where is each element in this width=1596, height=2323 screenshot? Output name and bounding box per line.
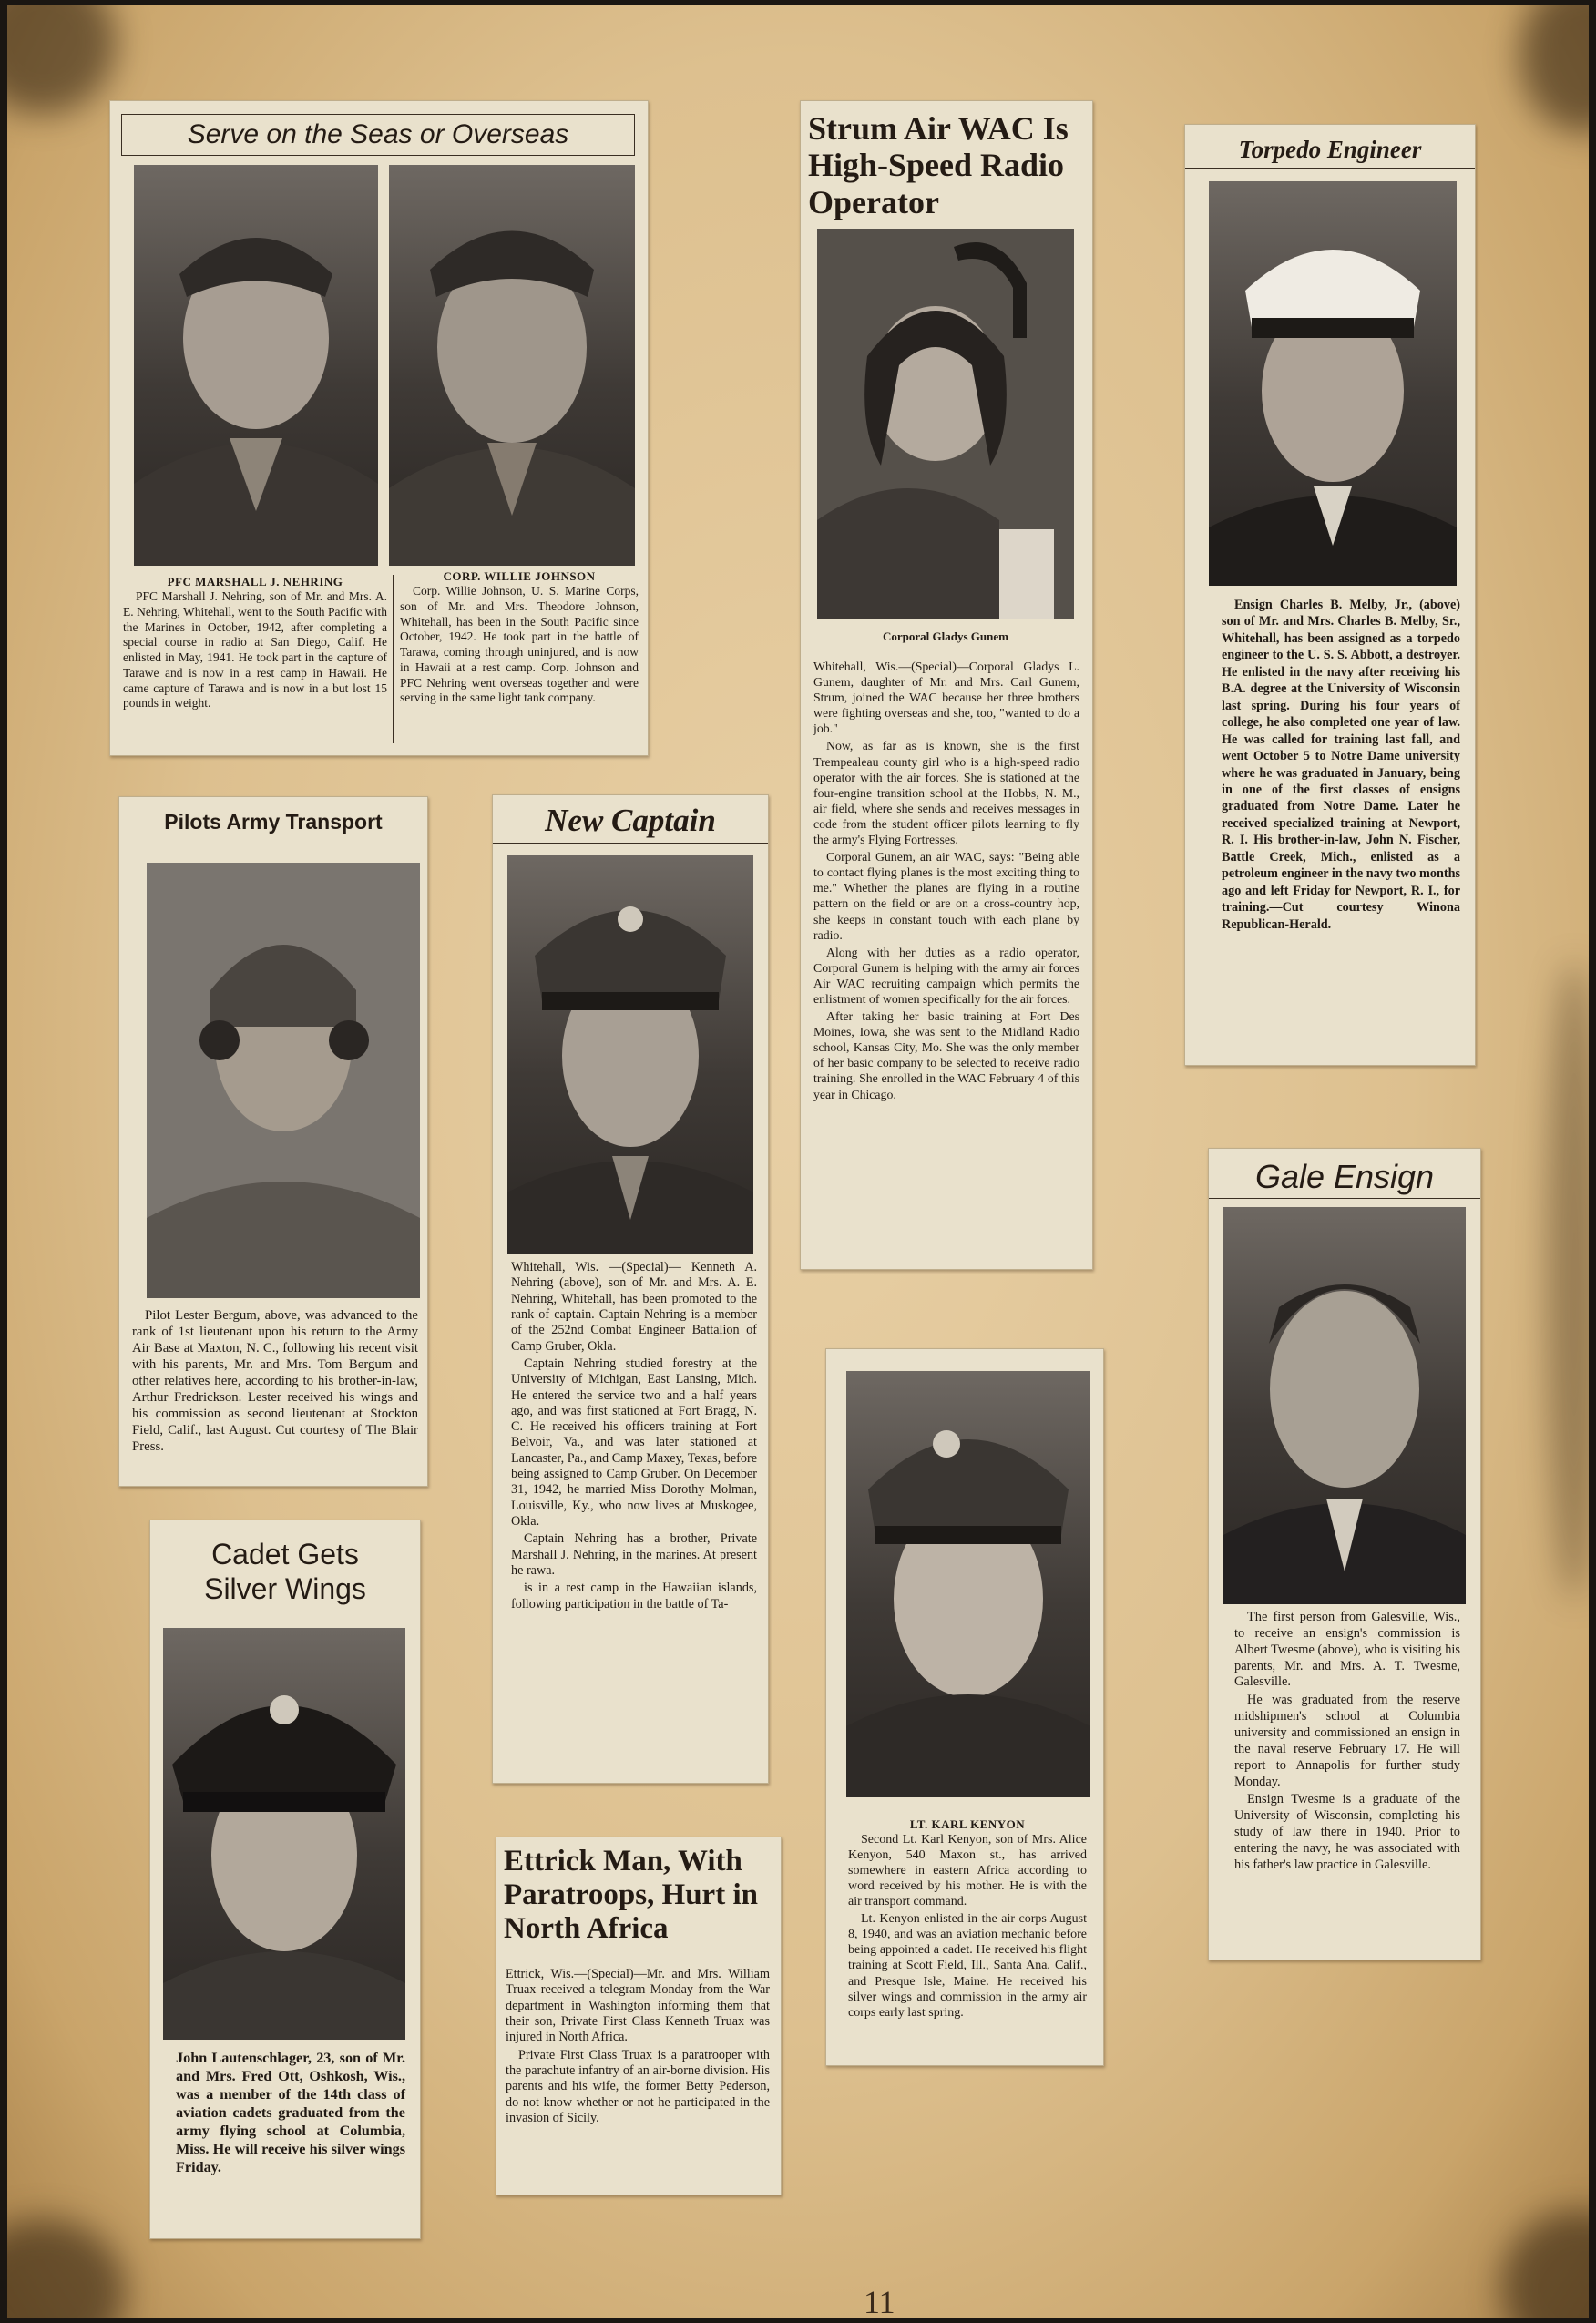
gunem-photo xyxy=(817,229,1074,619)
nehring-text: PFC Marshall J. Nehring, son of Mr. and Mrs. A. E. Nehring, Whitehall, went to the South Pacific with the Marines in October, 1942, after completing a special course in radio at San Diego, Calif. He enlisted in May, 1941. He took part in the capture of Tarawe and is now in a rest camp in Hawaii. He came capture of Tarawa and is now in a but lost 15 pounds in weight. xyxy=(123,589,387,711)
pilots-paragraph: Pilot Lester Bergum, above, was advanced to the rank of 1st lieutenant upon his return to the Army Air Base at Maxton, N. C., following his recent visit with his parents, Mr. and Mrs. Tom Bergum and other relatives here, according to his brother-in-law, Arthur Fredrickson. Lester received his wings and his commission as second lieutenant at Stockton Field, Calif., last August. Cut courtesy of The Blair Press. xyxy=(132,1308,418,1455)
captain-para-2: Captain Nehring studied forestry at the University of Michigan, East Lansing, Mich. He entered the service two and a half years ago, and was first stationed at Fort Bragg, N. C. He received his officers training at Fort Belvoir, Va., and was later stationed at Lancaster, Pa., and Camp Maxey, Texas, before being assigned to Camp Gruber. On December 31, 1942, he married Miss Dorothy Molman, Louisville, Ky., who now lives at Muskogee, Okla. xyxy=(511,1356,757,1529)
scrapbook-page xyxy=(7,5,1589,2318)
johnson-caption xyxy=(400,569,639,708)
wac-para-2: Now, as far as is known, she is the first Trempealeau county girl who is a high-speed radio operator with the air forces. She is stationed at the four-engine transition school at the Hobbs, N. M., air field, where she sends and receives messages in code from the student officer pilots learning to fly the army's Flying Fortresses. xyxy=(813,739,1079,847)
wac-body xyxy=(813,659,1079,1104)
serve-headline: Serve on the Seas or Overseas xyxy=(121,114,635,156)
cadet-headline-line2: Silver Wings xyxy=(204,1572,366,1606)
gale-body xyxy=(1234,1610,1460,1876)
captain-para-3: Captain Nehring has a brother, Private Marshall J. Nehring, in the marines. At present he rawa. xyxy=(511,1531,757,1578)
nehring-name: PFC MARSHALL J. NEHRING xyxy=(167,575,343,588)
cadet-headline xyxy=(150,1537,420,1607)
gale-clipping xyxy=(1208,1148,1481,1960)
ettrick-headline: Ettrick Man, With Paratroops, Hurt in North Africa xyxy=(504,1845,758,1945)
pilots-text xyxy=(132,1307,418,1457)
johnson-photo xyxy=(389,165,635,566)
kenneth-nehring-photo xyxy=(507,855,753,1254)
torpedo-text xyxy=(1222,597,1460,935)
kenyon-name: LT. KARL KENYON xyxy=(909,1817,1026,1831)
captain-body xyxy=(511,1260,757,1614)
twesme-photo xyxy=(1223,1207,1466,1604)
serve-clipping xyxy=(109,100,649,756)
wac-para-4: Along with her duties as a radio operator, Corporal Gunem is helping with the army air forces Air WAC recruiting campaign which permits the enlistment of women specifically for the air forces. xyxy=(813,945,1079,1006)
gunem-photo-caption: Corporal Gladys Gunem xyxy=(883,629,1008,643)
cadet-clipping xyxy=(149,1520,421,2239)
kenyon-para-1: Second Lt. Karl Kenyon, son of Mrs. Alice Kenyon, 540 Maxon st., has arrived somewhere in eastern Africa according to word received by his mother. He is with the air transport command. xyxy=(848,1832,1087,1909)
johnson-text: Corp. Willie Johnson, U. S. Marine Corps, son of Mr. and Mrs. Theodore Johnson, Whitehall, has been in the South Pacific since October, 1942. He took part in the battle of Tarawa, coming through uninjured, and is now in Hawaii at a rest camp. Corp. Johnson and PFC Nehring went overseas together and were serving in the same light tank company. xyxy=(400,584,639,705)
captain-headline: New Captain xyxy=(493,803,768,844)
nehring-caption xyxy=(123,575,387,713)
page-number: 11 xyxy=(864,2284,895,2318)
kenyon-photo xyxy=(846,1371,1090,1797)
ettrick-para-2: Private First Class Truax is a paratrooper with the parachute infantry of an air-borne division. His parents and his wife, the former Betty Pederson, do not know whether or not he participated in the invasion of Sicily. xyxy=(506,2047,770,2125)
wac-para-1: Whitehall, Wis.—(Special)—Corporal Gladys L. Gunem, daughter of Mr. and Mrs. Carl Gunem, Strum, joined the WAC because her three brothers were fighting overseas and she, too, "wanted to do a job." xyxy=(813,660,1079,736)
wac-para-5: After taking her basic training at Fort Des Moines, Iowa, she was sent to the Midland Radio school, Kansas City, Mo. She was the only member of her basic company to be selected to receive radio training. She enrolled in the WAC February 4 of this year in Chicago. xyxy=(813,1009,1079,1101)
bergum-photo xyxy=(147,863,420,1298)
kenyon-clipping xyxy=(825,1348,1104,2066)
nehring-photo xyxy=(134,165,378,566)
ettrick-clipping xyxy=(496,1837,782,2195)
ettrick-body xyxy=(506,1967,770,2128)
torpedo-headline: Torpedo Engineer xyxy=(1185,136,1475,169)
torpedo-paragraph: Ensign Charles B. Melby, Jr., (above) son of Mr. and Mrs. Charles B. Melby, Sr., Whitehall, has been assigned as a torpedo engineer to the U. S. S. Abbott, a destroyer. He enlisted in the navy after receiving his B.A. degree at the University of Wisconsin last spring. During his four years of college, he also completed one year of law. He was called for training last fall, and went October 5 to Notre Dame university where he was graduated in January, being in one of the first classes of ensigns graduated from Notre Dame. Later he received specialized training at Newport, R. I. His brother-in-law, John N. Fischer, Battle Creek, Mich., enlisted as a petroleum engineer in the navy two months ago and left Friday for Newport, R. I., for training.—Cut courtesy Winona Republican-Herald. xyxy=(1222,598,1460,932)
pilots-clipping xyxy=(118,796,428,1487)
gale-para-2: He was graduated from the reserve midshipmen's school at Columbia university and commissioned an ensign in the naval reserve February 17. He will report to Annapolis for further study Monday. xyxy=(1234,1693,1460,1789)
gale-para-1: The first person from Galesville, Wis., to receive an ensign's commission is Albert Twesme (above), who is visiting his parents, Mr. and Mrs. A. T. Twesme, Galesville. xyxy=(1234,1610,1460,1690)
cadet-headline-line1: Cadet Gets xyxy=(211,1538,359,1571)
cadet-paragraph: John Lautenschlager, 23, son of Mr. and Mrs. Fred Ott, Oshkosh, Wis., was a member of the 14th class of aviation cadets graduated from the army flying school at Columbia, Miss. He will receive his silver wings Friday. xyxy=(176,2050,405,2176)
wac-headline: Strum Air WAC Is High-Speed Radio Operator xyxy=(808,110,1069,220)
lautenschlager-photo xyxy=(163,1628,405,2040)
captain-clipping xyxy=(492,794,769,1784)
kenyon-body xyxy=(848,1817,1087,2022)
ettrick-para-1: Ettrick, Wis.—(Special)—Mr. and Mrs. William Truax received a telegram Monday from the War department in Washington informing them that their son, Private First Class Kenneth Truax was injured in North Africa. xyxy=(506,1967,770,2045)
torpedo-clipping xyxy=(1184,124,1476,1066)
wac-para-3: Corporal Gunem, an air WAC, says: "Being able to contact flying planes is the most exciting thing to me." Whether the planes are flying in a routine pattern on the field or are on a cross-country hop, she keeps in constant touch with each plane by radio. xyxy=(813,850,1079,942)
melby-photo xyxy=(1209,181,1457,586)
johnson-name: CORP. WILLIE JOHNSON xyxy=(443,569,596,583)
captain-para-4: is in a rest camp in the Hawaiian islands, following participation in the battle of Ta- xyxy=(511,1581,757,1612)
gale-headline: Gale Ensign xyxy=(1209,1158,1480,1199)
pilots-headline: Pilots Army Transport xyxy=(164,810,383,834)
cadet-text xyxy=(176,2049,405,2179)
gale-para-3: Ensign Twesme is a graduate of the University of Wisconsin, completing his study of law there in 1940. Prior to entering the navy, he was associated with his father's law practice in Galesville. xyxy=(1234,1792,1460,1872)
kenyon-para-2: Lt. Kenyon enlisted in the air corps August 8, 1940, and was an aviation mechanic before being appointed a cadet. He received his flight training at Scott Field, Ill., Santa Ana, Calif., and Presque Isle, Maine. He received his silver wings and commission in the army air corps early last spring. xyxy=(848,1912,1087,2020)
captain-para-1: Whitehall, Wis. —(Special)— Kenneth A. Nehring (above), son of Mr. and Mrs. A. E. Nehring, Whitehall, has been promoted to the rank of captain. Captain Nehring is a member of the 252nd Combat Engineer Battalion of Camp Gruber, Okla. xyxy=(511,1260,757,1354)
wac-clipping xyxy=(800,100,1093,1270)
